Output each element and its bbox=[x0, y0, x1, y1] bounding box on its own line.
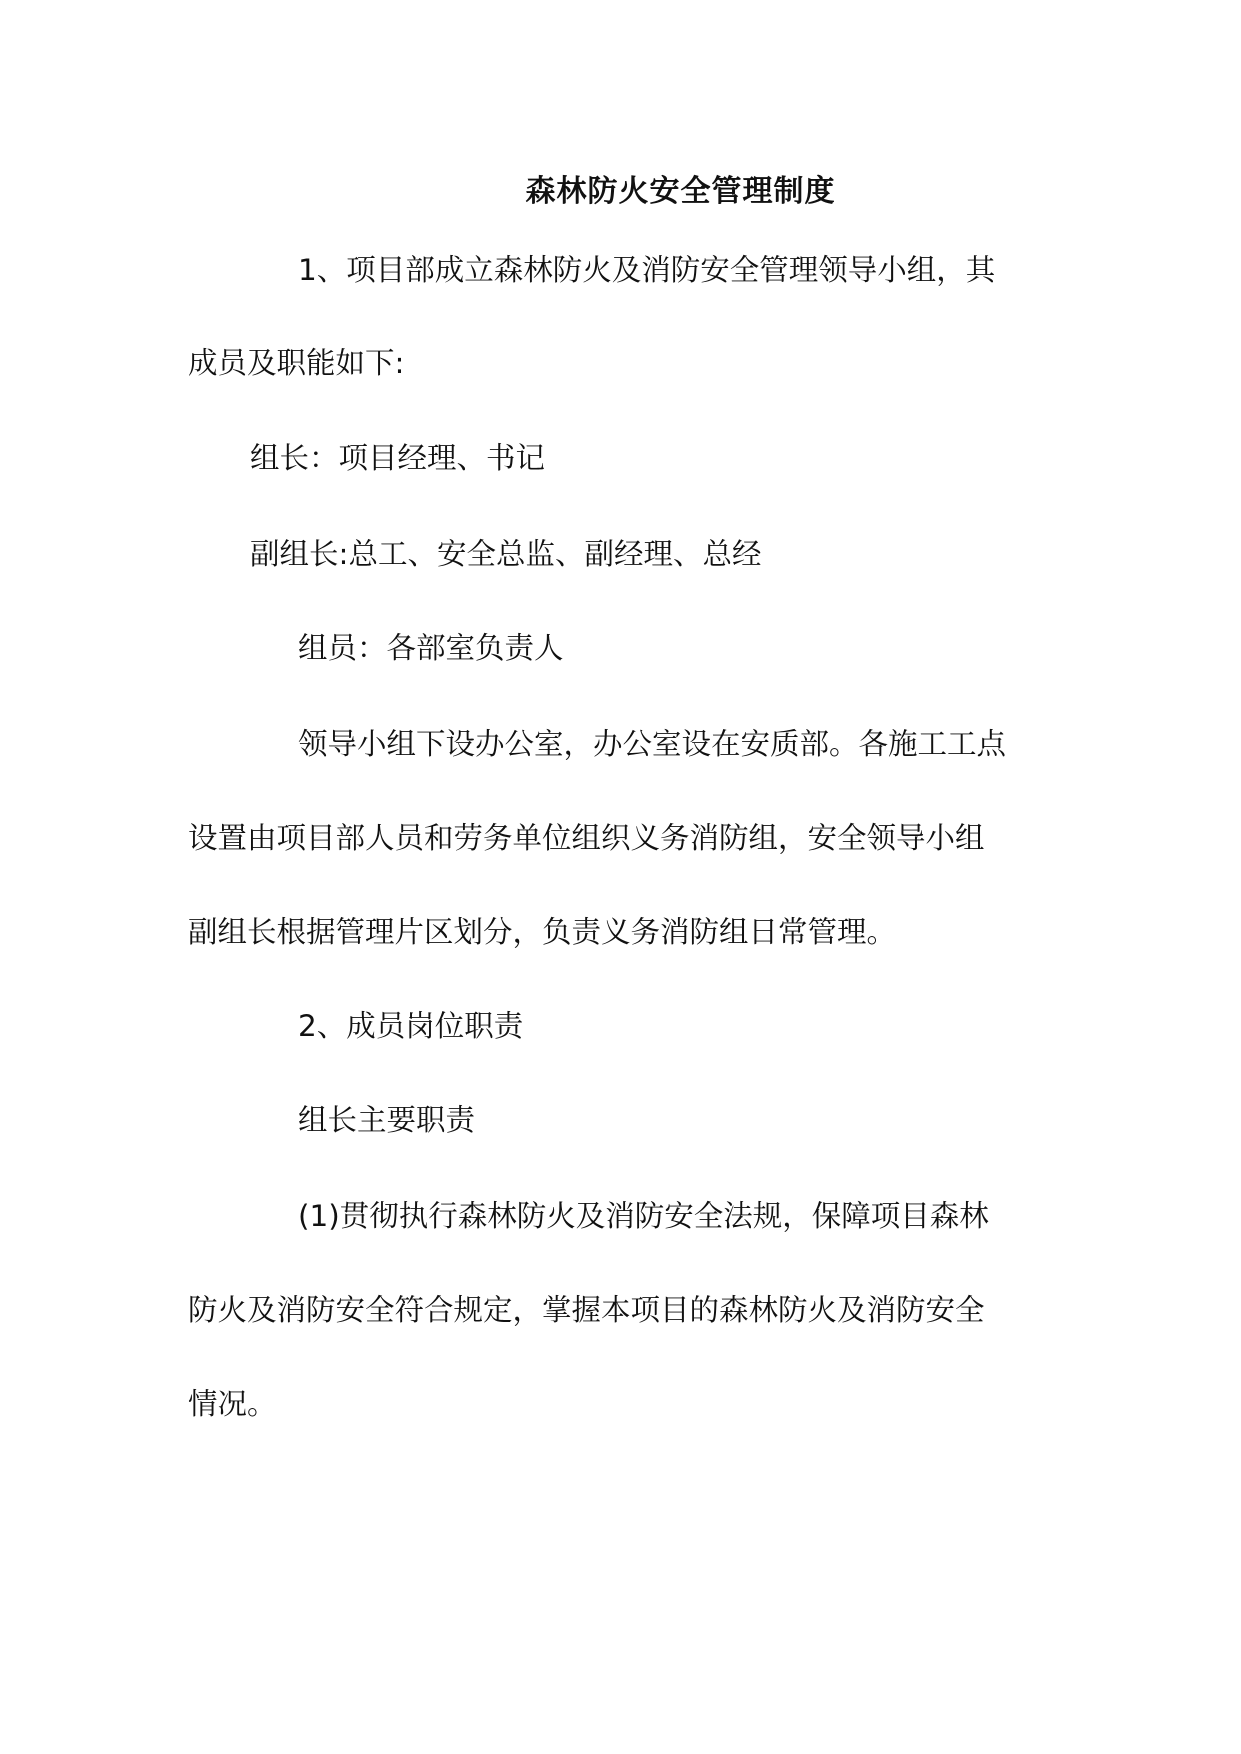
paragraph-line-3: 组长：项目经理、书记 bbox=[250, 441, 546, 475]
paragraph-line-12: 防火及消防安全符合规定，掌握本项目的森林防火及消防安全 bbox=[188, 1293, 985, 1327]
paragraph-line-6: 领导小组下设办公室，办公室设在安质部。各施工工点 bbox=[298, 727, 1007, 761]
paragraph-line-2: 成员及职能如下: bbox=[188, 346, 405, 380]
paragraph-line-9: 2、成员岗位职责 bbox=[298, 1009, 524, 1043]
paragraph-line-13: 情况。 bbox=[188, 1387, 277, 1421]
paragraph-line-4: 副组长:总工、安全总监、副经理、总经 bbox=[250, 537, 762, 571]
paragraph-line-5: 组员：各部室负责人 bbox=[298, 631, 564, 665]
paragraph-line-8: 副组长根据管理片区划分，负责义务消防组日常管理。 bbox=[188, 915, 897, 949]
paragraph-line-1: 1、项目部成立森林防火及消防安全管理领导小组，其 bbox=[298, 253, 996, 287]
paragraph-line-10: 组长主要职责 bbox=[298, 1103, 476, 1137]
paragraph-line-7: 设置由项目部人员和劳务单位组织义务消防组，安全领导小组 bbox=[188, 821, 985, 855]
document-title: 森林防火安全管理制度 bbox=[525, 174, 836, 209]
paragraph-line-11: (1)贯彻执行森林防火及消防安全法规，保障项目森林 bbox=[298, 1199, 989, 1233]
